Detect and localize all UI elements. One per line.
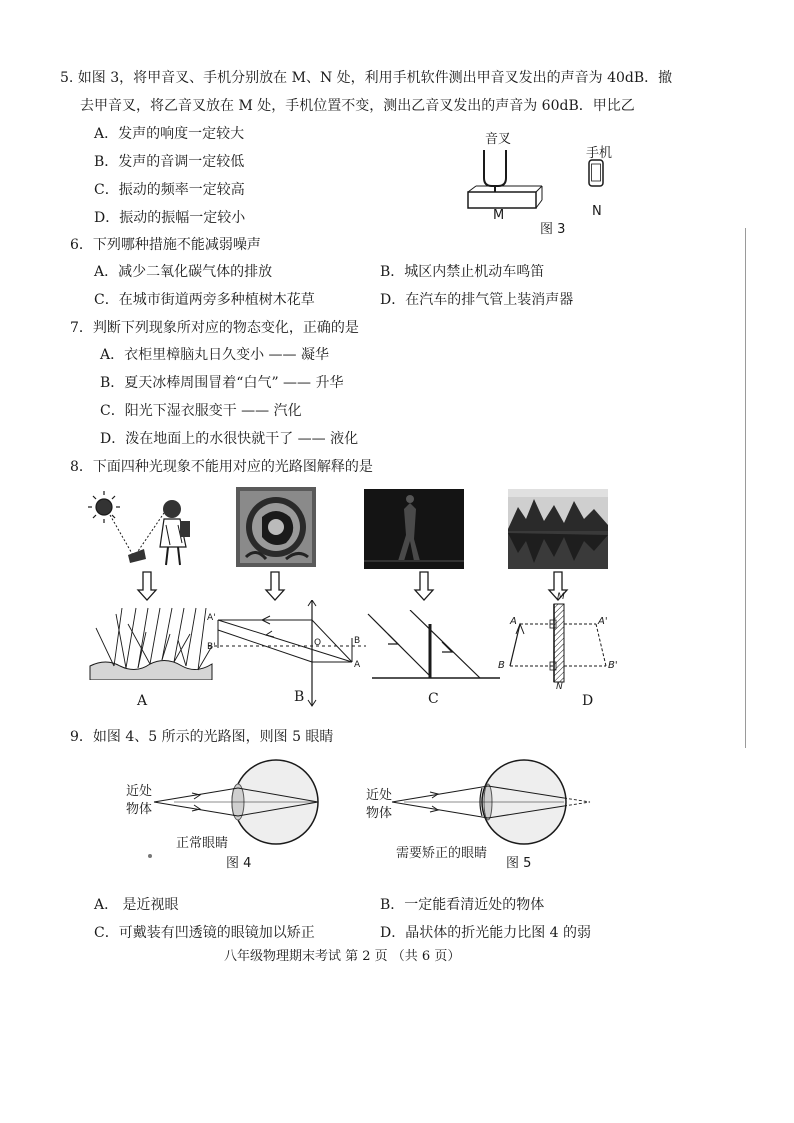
fig5-object-label-1: 近处: [366, 788, 393, 803]
photo-b-lens: [236, 487, 316, 567]
q5-option-d: D．振动的振幅一定较小: [94, 210, 246, 226]
q6-option-c: C．在城市街道两旁多种植树木花草: [94, 292, 315, 308]
q8-stem: 8．下面四种光现象不能用对应的光路图解释的是: [70, 459, 373, 475]
down-arrow-c: [415, 572, 433, 600]
down-arrow-b: [266, 572, 284, 600]
q8-label-b: B: [294, 689, 305, 705]
figure-3-caption: 图 3: [540, 222, 566, 237]
photo-c-shadow: [364, 489, 464, 569]
diagram-d-label-n: N: [556, 682, 563, 692]
q6-option-d: D．在汽车的排气管上装消声器: [380, 292, 574, 308]
q5-stem-line2: 去甲音叉，将乙音叉放在 M 处，手机位置不变，测出乙音叉发出的声音为 60dB．甲比乙: [80, 98, 635, 114]
diagram-b-label-b: B: [354, 636, 361, 646]
diagram-b-label-b-prime: B': [207, 642, 216, 652]
q7-option-d: D．泼在地面上的水很快就干了 —— 液化: [100, 431, 359, 447]
scan-speck: [148, 854, 152, 858]
mountain-lake-photo: [508, 489, 608, 569]
dark-figure-photo: [364, 489, 464, 569]
diagram-c-shadow: [364, 610, 504, 682]
fig5-object-label-2: 物体: [366, 806, 393, 821]
q8-label-a: A: [137, 693, 148, 709]
q7-stem: 7．判断下列现象所对应的物态变化，正确的是: [70, 320, 359, 336]
fig4-object-label-1: 近处: [126, 784, 153, 799]
q5-option-a: A．发声的响度一定较大: [94, 126, 245, 142]
q6-option-a: A．减少二氧化碳气体的排放: [94, 264, 273, 280]
q8-label-c: C: [428, 691, 439, 707]
diagram-b-convex-lens: [204, 600, 368, 710]
q8-down-arrows: [0, 570, 794, 604]
q5-option-c: C．振动的频率一定较高: [94, 182, 245, 198]
q9-option-d: D．晶状体的折光能力比图 4 的弱: [380, 925, 592, 941]
shadow-rays: [364, 610, 504, 682]
q9-option-b: B．一定能看清近处的物体: [380, 897, 545, 913]
q6-stem: 6．下列哪种措施不能减弱噪声: [70, 237, 261, 253]
q8-label-d: D: [582, 693, 594, 709]
figure-5-caption: 图 5: [506, 856, 532, 871]
figure-4-caption: 图 4: [226, 856, 252, 871]
diffuse-reflection-lines: [86, 604, 216, 680]
diagram-d-plane-mirror: [496, 592, 636, 692]
diagram-b-label-o: O: [314, 638, 322, 648]
magnifier-photo: [236, 487, 316, 567]
fork-label: 音叉: [485, 132, 512, 147]
q5-stem-line1: 5. 如图 3，将甲音叉、手机分别放在 M、N 处，利用手机软件测出甲音叉发出的声音为 40dB．撤: [60, 70, 673, 86]
q9-stem: 9．如图 4、5 所示的光路图，则图 5 眼睛: [70, 729, 334, 745]
q7-option-b: B．夏天冰棒周围冒着“白气” —— 升华: [100, 375, 344, 391]
scan-edge-line: [745, 228, 746, 748]
photo-d-reflection: [508, 489, 608, 569]
down-arrow-a: [138, 572, 156, 600]
diagram-d-label-b-prime: B': [608, 660, 618, 671]
diagram-a-diffuse-reflection: [86, 604, 216, 680]
diagram-d-label-b: B: [498, 660, 505, 671]
q6-option-b: B．城区内禁止机动车鸣笛: [380, 264, 545, 280]
figure-5-eye-needs-correction: [364, 758, 604, 872]
q5-option-b: B．发声的音调一定较低: [94, 154, 245, 170]
q7-option-a: A．衣柜里樟脑丸日久变小 —— 凝华: [100, 347, 330, 363]
plane-mirror-rays: [496, 598, 636, 688]
q7-option-c: C．阳光下湿衣服变干 —— 汽化: [100, 403, 302, 419]
phone-label: 手机: [586, 146, 613, 161]
photo-a-reflection: [86, 485, 206, 575]
diagram-d-label-m: M: [557, 592, 565, 602]
fig5-eye-name: 需要矫正的眼睛: [396, 846, 488, 861]
convex-lens-rays: [204, 600, 368, 710]
diagram-b-label-a: A: [354, 660, 361, 670]
page-footer: 八年级物理期末考试 第 2 页 （共 6 页）: [224, 949, 461, 964]
fig4-eye-name: 正常眼睛: [176, 836, 229, 851]
q9-option-a: A． 是近视眼: [94, 897, 179, 913]
n-label: N: [592, 204, 602, 219]
sun-girl-illustration: [86, 485, 206, 575]
fig4-object-label-2: 物体: [126, 802, 153, 817]
diagram-b-label-a-prime: A': [207, 613, 216, 623]
diagram-d-label-a-prime: A': [598, 616, 608, 627]
figure-3: [462, 128, 642, 238]
figure-4-normal-eye: [126, 758, 326, 872]
m-label: M: [493, 208, 505, 223]
diagram-d-label-a: A: [510, 616, 517, 627]
q9-option-c: C．可戴装有凹透镜的眼镜加以矫正: [94, 925, 315, 941]
